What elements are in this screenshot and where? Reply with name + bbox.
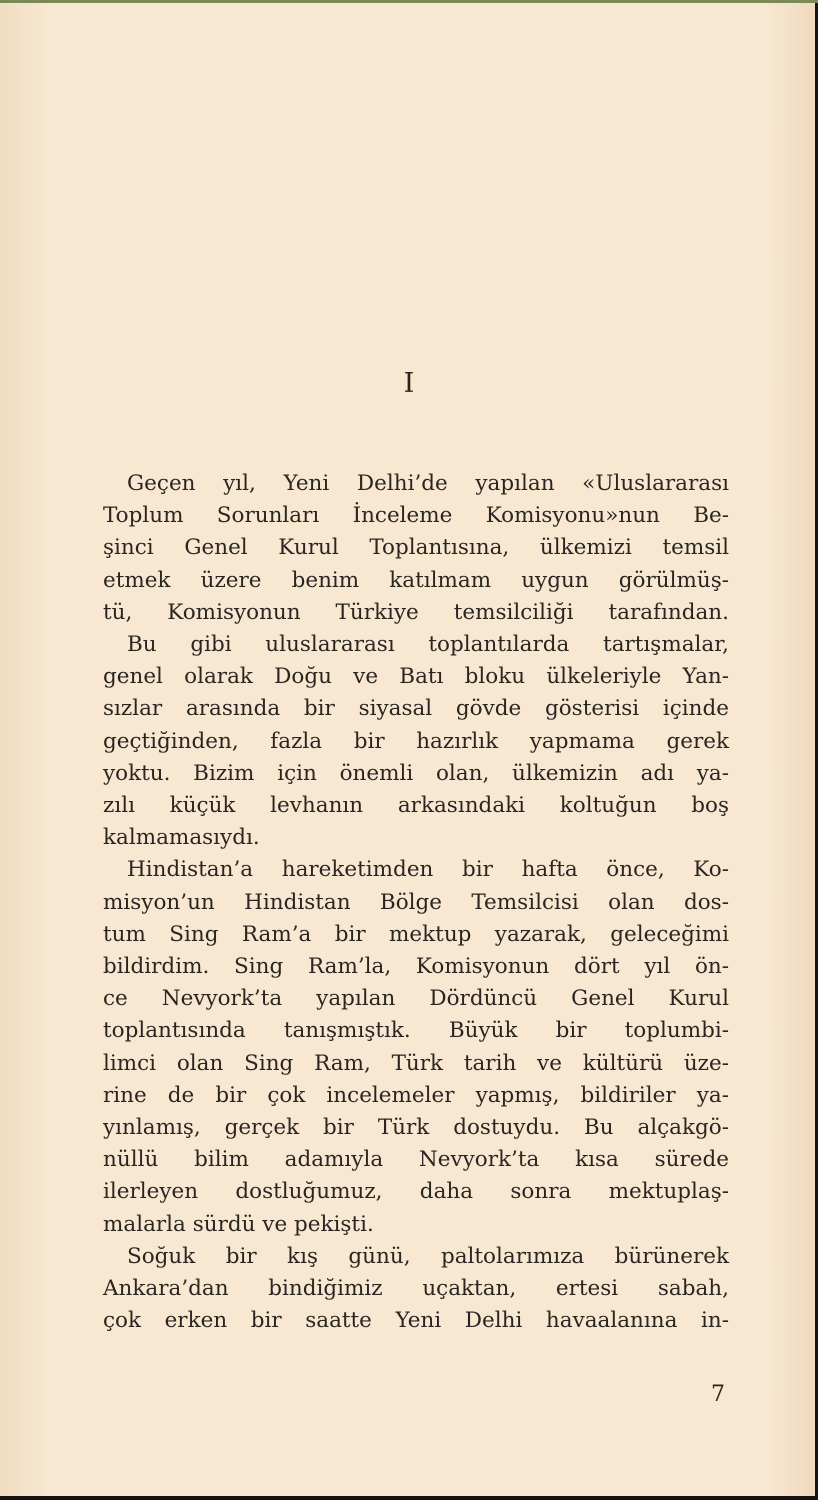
text-line: Geçen yıl, Yeni Delhi’de yapılan «Uluslararası [127,471,729,496]
text-line: malarla sürdü ve pekişti. [103,1211,374,1237]
text-line: geçtiğinden, fazla bir hazırlık yapmama gerek [103,728,729,754]
paragraph [103,1241,729,1338]
text-line: ilerleyen dostluğumuz, daha sonra mektuplaş- [103,1179,729,1205]
text-line: genel olarak Doğu ve Batı bloku ülkeleriyle Yan- [103,664,729,690]
chapter-number: I [403,368,415,399]
body-text [103,468,729,1337]
text-line: çok erken bir saatte Yeni Delhi havaalanına in- [103,1308,729,1334]
paragraph [103,629,729,854]
text-line: Hindistan’a hareketimden bir hafta önce, Ko- [127,857,729,883]
text-line: Soğuk bir kış günü, paltolarımıza bürünerek [127,1243,729,1269]
text-line: Ankara’dan bindiğimiz uçaktan, ertesi sabah, [103,1276,729,1302]
text-line: sızlar arasında bir siyasal gövde gösterisi içinde [103,696,729,722]
text-line: yoktu. Bizim için önemli olan, ülkemizin adı ya- [103,760,729,786]
page-top-edge [0,0,818,3]
text-line: bildirdim. Sing Ram’la, Komisyonun dört yıl ön- [103,954,729,980]
text-line: yınlamış, gerçek bir Türk dostuydu. Bu alçakgö- [103,1115,729,1141]
text-line: toplantısında tanışmıştık. Büyük bir toplumbi- [103,1018,729,1044]
text-line: ce Nevyork’ta yapılan Dördüncü Genel Kurul [103,986,729,1012]
paragraph [103,854,729,1240]
text-line: nüllü bilim adamıyla Nevyork’ta kısa sürede [103,1147,729,1173]
text-line: Bu gibi uluslararası toplantılarda tartışmalar, [127,632,729,658]
paragraph [103,468,729,629]
text-line: misyon’un Hindistan Bölge Temsilcisi olan dos- [103,889,729,915]
text-line: zılı küçük levhanın arkasındaki koltuğun boş [103,793,729,819]
text-line: Toplum Sorunları İnceleme Komisyonu»nun Be- [103,503,729,529]
text-line: etmek üzere benim katılmam uygun görülmüş- [103,567,729,593]
text-line: kalmamasıydı. [103,825,260,851]
text-line: limci olan Sing Ram, Türk tarih ve kültürü üze- [103,1050,729,1076]
text-line: şinci Genel Kurul Toplantısına, ülkemizi temsil [103,535,729,561]
page-number: 7 [711,1382,725,1407]
text-line: tü, Komisyonun Türkiye temsilciliği tarafından. [103,599,729,625]
text-line: rine de bir çok incelemeler yapmış, bildiriler ya- [103,1082,729,1108]
text-line: tum Sing Ram’a bir mektup yazarak, geleceğimi [103,921,729,947]
